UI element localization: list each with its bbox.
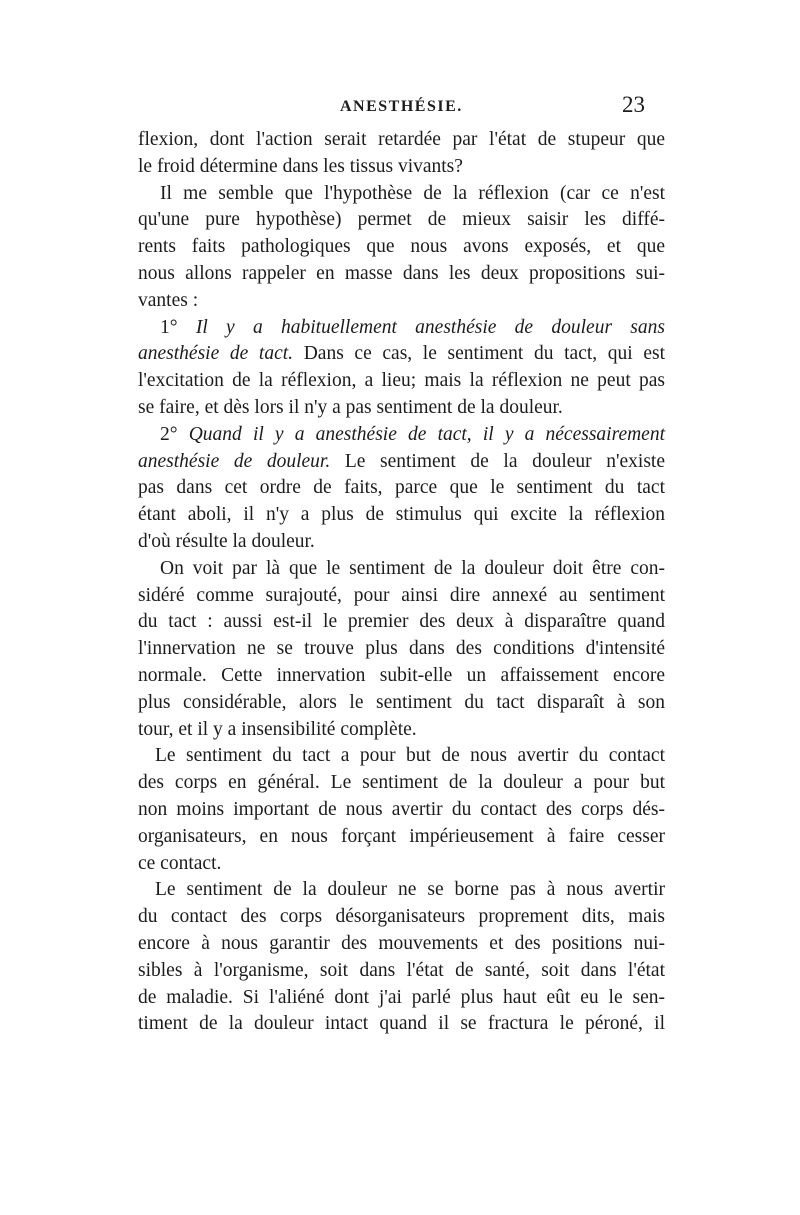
text-line: ce contact.	[138, 852, 222, 874]
proposition-italic: anesthésie de douleur.	[138, 450, 331, 472]
text-line	[138, 449, 665, 476]
text-line: encore à nous garantir des mouvements et des positions nui-	[138, 932, 665, 954]
text-line: de maladie. Si l'aliéné dont j'ai parlé plus haut eût eu le sen-	[138, 986, 665, 1008]
text-line: sidéré comme surajouté, pour ainsi dire annexé au sentiment	[138, 584, 665, 606]
text-line: non moins important de nous avertir du contact des corps dés-	[138, 798, 665, 820]
proposition-italic: Quand il y a anesthésie de tact, il y a nécessairement	[188, 423, 666, 445]
text-line: étant aboli, il n'y a plus de stimulus qui excite la réflexion	[138, 504, 665, 526]
text-line: le froid détermine dans les tissus vivants?	[138, 155, 463, 177]
text-line: qu'une pure hypothèse) permet de mieux saisir les diffé-	[138, 209, 665, 231]
text-line: vantes :	[138, 289, 199, 311]
text-line: se faire, et dès lors il n'y a pas sentiment de la douleur.	[138, 396, 563, 418]
proposition-2-line	[138, 422, 665, 449]
text-line	[138, 341, 665, 368]
page-number: 23	[622, 92, 645, 117]
running-head: ANESTHÉSIE.	[340, 98, 463, 115]
proposition-italic: Il y a habituellement anesthésie de douleur sans	[195, 316, 665, 338]
text-line: du contact des corps désorganisateurs proprement dits, mais	[138, 906, 665, 928]
paragraph-first-line: On voit par là que le sentiment de la douleur doit être con-	[160, 557, 665, 579]
text-line: du tact : aussi est-il le premier des deux à disparaître quand	[138, 611, 665, 633]
body-text	[138, 127, 665, 1038]
text-run: Dans ce cas, le sentiment du tact, qui est	[303, 343, 666, 365]
paragraph-first-line: Le sentiment du tact a pour but de nous avertir du contact	[155, 745, 665, 767]
text-line: tour, et il y a insensibilité complète.	[138, 718, 417, 740]
proposition-1-line	[138, 315, 665, 342]
text-line: organisateurs, en nous forçant impérieusement à faire cesser	[138, 825, 665, 847]
paragraph-first-line: Il me semble que l'hypothèse de la réflexion (car ce n'est	[160, 182, 665, 204]
text-line: pas dans cet ordre de faits, parce que le sentiment du tact	[138, 477, 665, 499]
text-line: flexion, dont l'action serait retardée par l'état de stupeur que	[138, 129, 665, 150]
proposition-number: 1°	[160, 316, 178, 338]
text-line: nous allons rappeler en masse dans les deux propositions sui-	[138, 262, 665, 284]
text-line: des corps en général. Le sentiment de la douleur a pour but	[138, 772, 665, 794]
text-line: rents faits pathologiques que nous avons exposés, et que	[138, 236, 665, 258]
text-line: timent de la douleur intact quand il se fractura le péroné, il	[138, 1013, 665, 1035]
text-line: l'innervation ne se trouve plus dans des conditions d'intensité	[138, 638, 665, 660]
proposition-italic: anesthésie de tact.	[138, 343, 294, 365]
text-line: sibles à l'organisme, soit dans l'état de santé, soit dans l'état	[138, 959, 665, 981]
text-line: l'excitation de la réflexion, a lieu; mais la réflexion ne peut pas	[138, 370, 665, 392]
text-line: d'où résulte la douleur.	[138, 530, 315, 552]
text-line: plus considérable, alors le sentiment du tact disparaît à son	[138, 691, 665, 713]
text-run: Le sentiment de la douleur n'existe	[344, 450, 666, 472]
proposition-number: 2°	[160, 423, 178, 445]
text-line: normale. Cette innervation subit-elle un affaissement encore	[138, 664, 665, 686]
paragraph-first-line: Le sentiment de la douleur ne se borne pas à nous avertir	[155, 879, 665, 901]
